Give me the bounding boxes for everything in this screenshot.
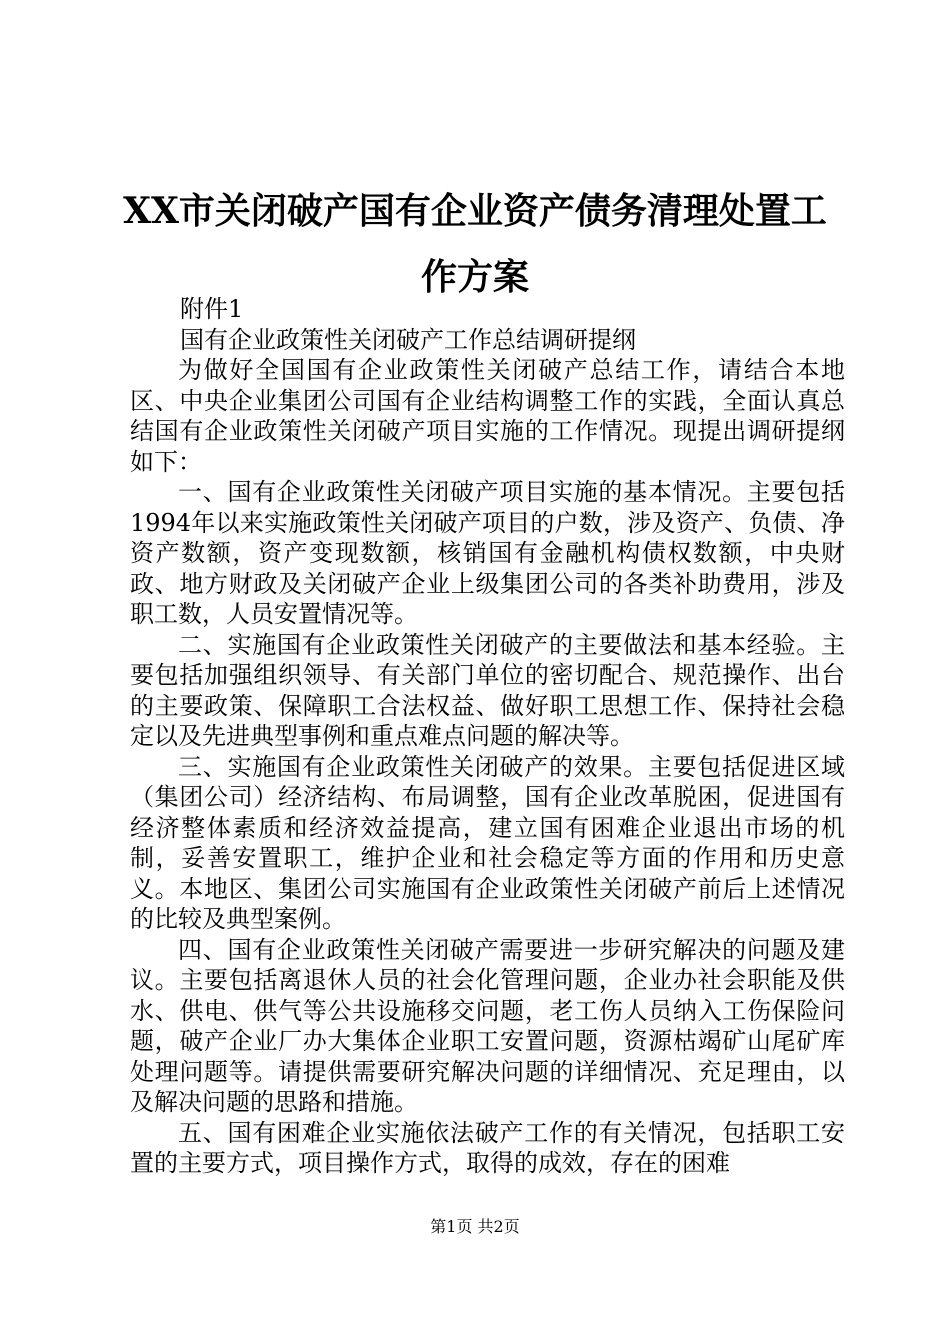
document-subtitle: 国有企业政策性关闭破产工作总结调研提纲	[180, 325, 636, 354]
paragraph-section-3: 三、实施国有企业政策性关闭破产的效果。主要包括促进区域（集团公司）经济结构、布局调整，国有企业改革脱困，促进国有经济整体素质和经济效益提高，建立国有困难企业退出市场的机制，妥善安置职工，维护企业和社会稳定等方面的作用和历史意义。本地区、集团公司实施国有企业政策性关闭破产前后上述情况的比较及典型案例。	[130, 752, 845, 933]
attachment-label: 附件1	[180, 295, 244, 323]
paragraph-section-4: 四、国有企业政策性关闭破产需要进一步研究解决的问题及建议。主要包括离退休人员的社会化管理问题，企业办社会职能及供水、供电、供气等公共设施移交问题，老工伤人员纳入工伤保险问题，破产企业厂办大集体企业职工安置问题，资源枯竭矿山尾矿库处理问题等。请提供需要研究解决问题的详细情况、充足理由，以及解决问题的思路和措施。	[130, 935, 845, 1116]
paragraph-section-1: 一、国有企业政策性关闭破产项目实施的基本情况。主要包括1994年以来实施政策性关闭破产项目的户数，涉及资产、负债、净资产数额，资产变现数额，核销国有金融机构债权数额，中央财政、地方财政及关闭破产企业上级集团公司的各类补助费用，涉及职工数，人员安置情况等。	[130, 478, 845, 628]
page-footer: 第1页 共2页	[430, 1217, 520, 1236]
document-title: XX市关闭破产国有企业资产债务清理处置工作方案	[123, 190, 827, 298]
paragraph-section-5: 五、国有困难企业实施依法破产工作的有关情况，包括职工安置的主要方式，项目操作方式，取得的成效，存在的困难	[130, 1118, 845, 1177]
paragraph-section-2: 二、实施国有企业政策性关闭破产的主要做法和基本经验。主要包括加强组织领导、有关部门单位的密切配合、规范操作、出台的主要政策、保障职工合法权益、做好职工思想工作、保持社会稳定以及先进典型事例和重点难点问题的解决等。	[130, 630, 845, 750]
paragraph-intro: 为做好全国国有企业政策性关闭破产总结工作，请结合本地区、中央企业集团公司国有企业结构调整工作的实践，全面认真总结国有企业政策性关闭破产项目实施的工作情况。现提出调研提纲如下：	[130, 356, 845, 476]
document-body	[130, 294, 845, 1179]
